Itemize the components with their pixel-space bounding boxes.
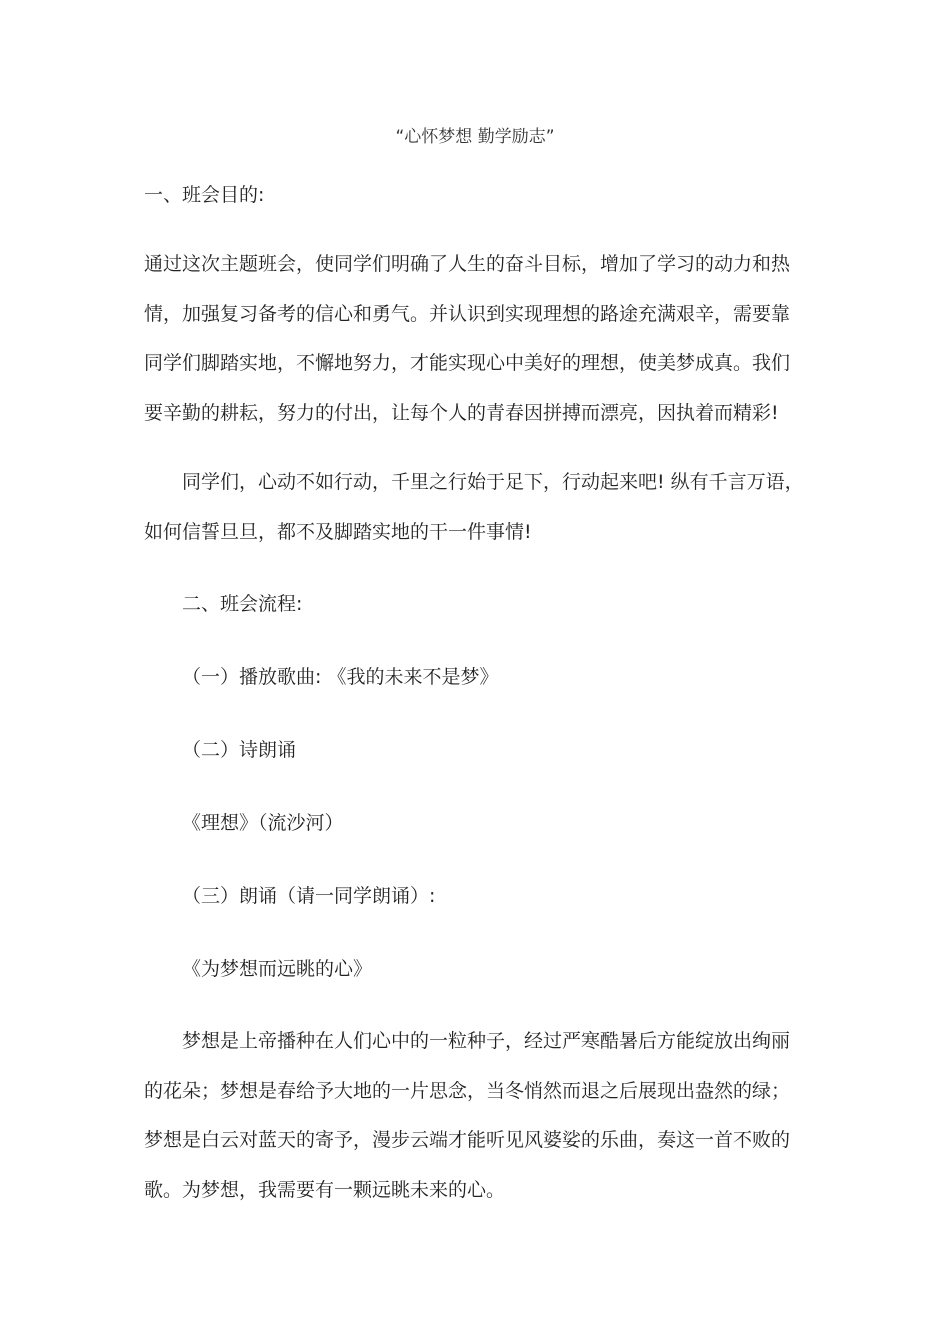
paragraph3-line: 歌。为梦想，我需要有一颗远眺未来的心。 [144, 1179, 506, 1201]
paragraph3-line: 梦想是白云对蓝天的寄予，漫步云端才能听见风婆娑的乐曲，奏这一首不败的 [144, 1129, 791, 1151]
section2-heading: 二、班会流程: [182, 593, 303, 615]
section1-heading: 一、班会目的: [144, 184, 265, 206]
paragraph2-line: 同学们，心动不如行动，千里之行始于足下，行动起来吧! 纵有千言万语， [182, 471, 804, 493]
flow-item-song: （一）播放歌曲: 《我的未来不是梦》 [182, 666, 499, 688]
paragraph3-line: 的花朵；梦想是春给予大地的一片思念，当冬悄然而退之后展现出盎然的绿； [144, 1080, 791, 1102]
paragraph2-line: 如何信誓旦旦，都不及脚踏实地的干一件事情! [144, 521, 532, 543]
poem-title-ideal: 《理想》（流沙河） [182, 812, 344, 834]
flow-item-recital: （三）朗诵（请一同学朗诵）: [182, 885, 436, 907]
poem-title-dream: 《为梦想而远眺的心》 [182, 958, 373, 980]
paragraph1-line: 同学们脚踏实地，不懈地努力，才能实现心中美好的理想，使美梦成真。我们 [144, 352, 791, 374]
paragraph1-line: 通过这次主题班会，使同学们明确了人生的奋斗目标，增加了学习的动力和热 [144, 253, 791, 275]
flow-item-poem: （二）诗朗诵 [182, 739, 297, 761]
paragraph3-line: 梦想是上帝播种在人们心中的一粒种子，经过严寒酷暑后方能绽放出绚丽 [182, 1030, 791, 1052]
paragraph1-line: 情，加强复习备考的信心和勇气。并认识到实现理想的路途充满艰辛，需要靠 [144, 303, 791, 325]
paragraph1-line: 要辛勤的耕耘，努力的付出，让每个人的青春因拼搏而漂亮，因执着而精彩! [144, 402, 779, 424]
document-title: “心怀梦想 勤学励志” [395, 127, 555, 147]
